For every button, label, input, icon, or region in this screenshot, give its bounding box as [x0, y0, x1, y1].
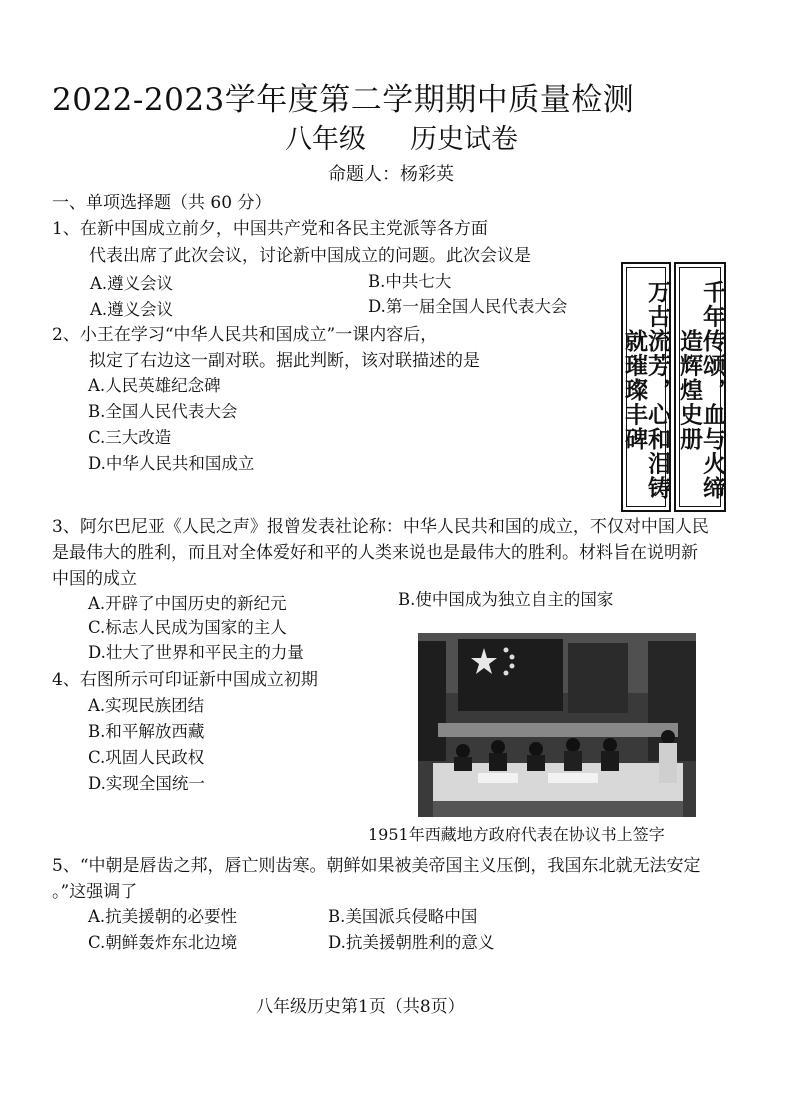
- author-line: 命题人：杨彩英: [328, 164, 454, 185]
- q1-option-d: D.第一届全国人民代表大会: [368, 297, 568, 316]
- exam-subtitle: [285, 117, 518, 156]
- q4-option-c: C.巩固人民政权: [88, 748, 205, 767]
- q3-stem-line3: 中国的成立: [52, 569, 137, 589]
- q3-option-c: C.标志人民成为国家的主人: [88, 618, 287, 637]
- q1-option-a-repeat: A.遵义会议: [90, 300, 174, 319]
- q5-option-c: C.朝鲜轰炸东北边境: [88, 933, 238, 952]
- q3-option-d: D.壮大了世界和平民主的力量: [88, 643, 304, 662]
- couplet-right-scroll: [674, 262, 726, 512]
- exam-title: 2022-2023学年度第二学期期中质量检测: [52, 82, 635, 118]
- subject-label: 历史试卷: [410, 124, 518, 155]
- q1-stem-line1: 1、在新中国成立前夕，中国共产党和各民主党派等各方面: [52, 219, 488, 239]
- photo-illustration: [418, 633, 696, 817]
- q5-stem-line1: 5、“中朝是唇齿之邦，唇亡则齿寒。朝鲜如果被美帝国主义压倒，我国东北就无法安定: [52, 856, 701, 876]
- q2-option-b: B.全国人民代表大会: [88, 402, 238, 421]
- q2-option-c: C.三大改造: [88, 428, 172, 447]
- q5-option-a: A.抗美援朝的必要性: [88, 907, 238, 926]
- q2-option-a: A.人民英雄纪念碑: [88, 376, 221, 395]
- q5-option-d: D.抗美援朝胜利的意义: [328, 933, 495, 952]
- tibet-signing-photo: [418, 633, 696, 817]
- q1-option-b: B.中共七大: [368, 272, 452, 291]
- q3-option-a: A.开辟了中国历史的新纪元: [88, 594, 287, 613]
- photo-caption: 1951年西藏地方政府代表在协议书上签字: [368, 825, 665, 844]
- q4-stem: 4、右图所示可印证新中国成立初期: [52, 670, 318, 690]
- q2-stem-line2: 拟定了右边这一副对联。据此判断，该对联描述的是: [89, 351, 480, 371]
- q2-stem-line1: 2、小王在学习“中华人民共和国成立”一课内容后，: [52, 325, 438, 345]
- q4-option-d: D.实现全国统一: [88, 774, 205, 793]
- q2-option-d: D.中华人民共和国成立: [88, 454, 255, 473]
- q5-option-b: B.美国派兵侵略中国: [328, 907, 478, 926]
- q1-option-a: A.遵义会议: [90, 274, 174, 293]
- q3-stem-line2: 是最伟大的胜利，而且对全体爱好和平的人类来说也是最伟大的胜利。材料旨在说明新: [52, 543, 698, 563]
- q3-option-b: B.使中国成为独立自主的国家: [398, 590, 614, 609]
- q3-stem-line1: 3、阿尔巴尼亚《人民之声》报曾发表社论称：中华人民共和国的成立，不仅对中国人民: [52, 517, 709, 537]
- section-heading: 一、单项选择题（共 60 分）: [52, 193, 272, 213]
- q4-option-b: B.和平解放西藏: [88, 722, 205, 741]
- grade-label: 八年级: [285, 124, 366, 155]
- page-footer: 八年级历史第1页（共8页）: [256, 997, 465, 1017]
- couplet-left-scroll: [621, 262, 671, 512]
- couplet-right-text: 千年传颂，血与火缔造辉煌史册: [676, 279, 726, 501]
- q1-stem-line2: 代表出席了此次会议，讨论新中国成立的问题。此次会议是: [89, 246, 531, 266]
- q4-option-a: A.实现民族团结: [88, 696, 205, 715]
- q5-stem-line2: 。”这强调了: [52, 882, 138, 902]
- couplet-left-text: 万古流芳，心和泪铸就璀璨丰碑: [621, 279, 671, 501]
